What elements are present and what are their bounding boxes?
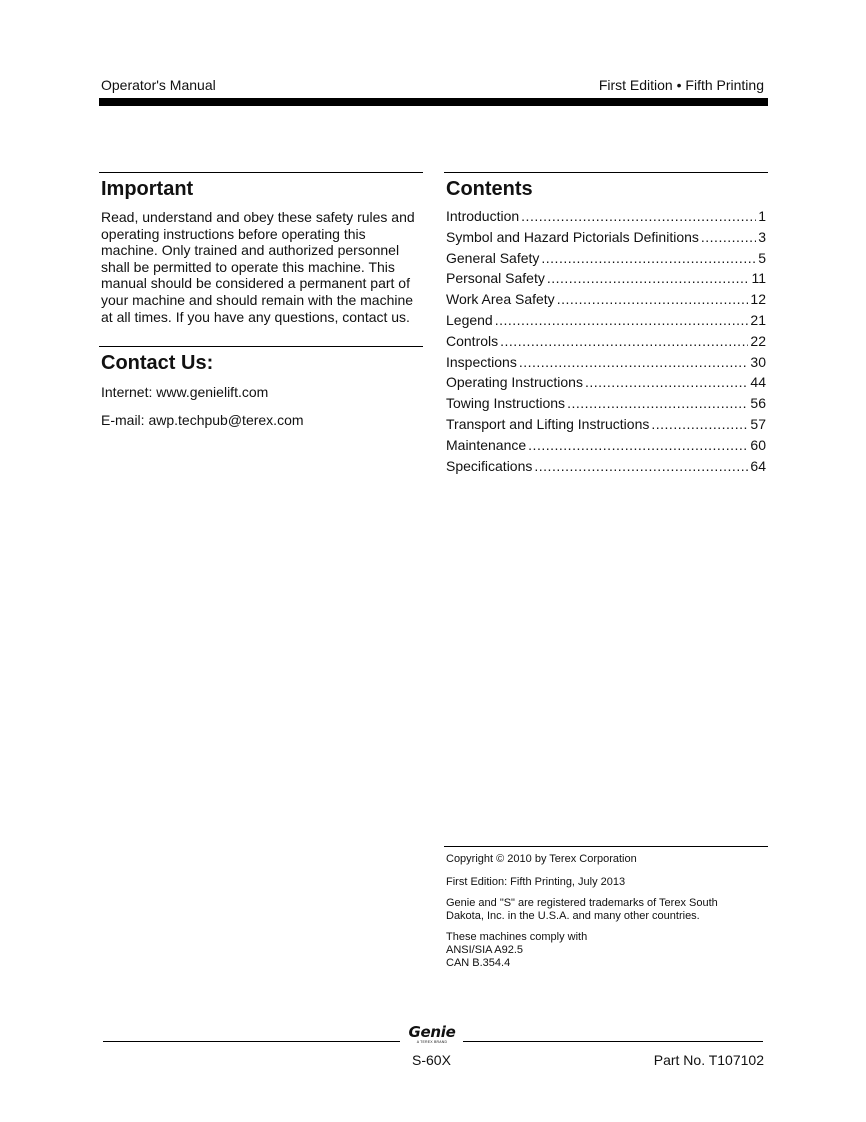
toc-entry-page: 5 — [758, 249, 766, 266]
toc-entry-leader — [528, 437, 748, 453]
toc-entry — [446, 208, 766, 229]
toc-entry-leader — [541, 250, 756, 266]
toc-entry-page: 44 — [750, 374, 766, 391]
toc-entry-leader — [500, 333, 748, 349]
footer-model: S-60X — [412, 1052, 451, 1068]
toc-entry-page: 60 — [750, 436, 766, 453]
toc-entry-page: 3 — [758, 228, 766, 245]
contents-rule — [444, 172, 768, 173]
toc-entry-page: 64 — [750, 457, 766, 474]
toc-entry-leader — [547, 270, 750, 286]
copyright-block — [446, 853, 746, 969]
toc-entry-title: General Safety — [446, 249, 540, 266]
contact-rule — [99, 346, 423, 347]
important-title: Important — [101, 178, 194, 200]
header-edition: First Edition • Fifth Printing — [598, 77, 764, 93]
toc-entry-leader — [567, 395, 748, 411]
toc-entry-page: 1 — [758, 208, 766, 224]
toc-entry — [446, 458, 766, 479]
toc-entry-page: 21 — [750, 311, 766, 328]
toc-entry-page: 12 — [750, 291, 766, 308]
table-of-contents — [446, 208, 766, 478]
compliance-line: These machines comply with — [446, 931, 588, 944]
contact-internet: Internet: www.genielift.com — [101, 384, 269, 400]
toc-entry-leader — [701, 229, 756, 245]
toc-entry-title: Operating Instructions — [446, 374, 583, 391]
important-body: Read, understand and obey these safety rules and operating instructions before operating this machine. Only trained and authorized personnel shall be permitted to operate this machine. This manual should be considered a permanent part of your machine and should remain with the machine at all times. If you have any questions, contact us. — [101, 209, 415, 325]
toc-entry-leader — [557, 291, 749, 307]
toc-entry-title: Transport and Lifting Instructions — [446, 415, 650, 432]
copyright-line: Copyright © 2010 by Terex Corporation — [446, 853, 637, 865]
toc-entry-title: Introduction — [446, 208, 520, 224]
toc-entry-page: 11 — [751, 270, 766, 287]
toc-entry — [446, 229, 766, 250]
toc-entry — [446, 333, 766, 354]
contact-title: Contact Us: — [101, 352, 214, 374]
toc-entry-title: Legend — [446, 311, 493, 328]
toc-entry-title: Inspections — [446, 353, 517, 370]
toc-entry-leader — [534, 458, 748, 474]
toc-entry-leader — [495, 312, 749, 328]
genie-logo — [404, 1025, 460, 1044]
toc-entry — [446, 416, 766, 437]
contents-title: Contents — [446, 178, 533, 200]
header-bar — [99, 98, 768, 106]
toc-entry-title: Towing Instructions — [446, 395, 566, 412]
edition-line: First Edition: Fifth Printing, July 2013 — [446, 875, 626, 888]
toc-entry-title: Controls — [446, 332, 499, 349]
toc-entry — [446, 270, 766, 291]
toc-entry-page: 56 — [750, 395, 766, 412]
genie-logo-subtext: A TEREX BRAND — [416, 1040, 448, 1044]
toc-entry-leader — [519, 354, 749, 370]
trademark-line: Genie and "S" are registered trademarks of Terex South Dakota, Inc. in the U.S.A. and many other countries. — [446, 897, 718, 922]
toc-entry-page: 30 — [750, 353, 766, 370]
toc-entry — [446, 354, 766, 375]
genie-logo-text: Genie — [408, 1023, 456, 1041]
copyright-rule — [444, 846, 768, 847]
toc-entry — [446, 395, 766, 416]
toc-entry-leader — [585, 374, 748, 390]
toc-entry — [446, 374, 766, 395]
compliance-standard-can: CAN B.354.4 — [446, 956, 511, 969]
toc-entry — [446, 437, 766, 458]
toc-entry-page: 22 — [750, 332, 766, 349]
toc-entry — [446, 250, 766, 271]
footer-rule-left — [103, 1041, 400, 1042]
footer-rule-right — [463, 1041, 763, 1042]
toc-entry-page: 57 — [750, 415, 766, 432]
toc-entry-title: Maintenance — [446, 436, 527, 453]
compliance-standard-ansi: ANSI/SIA A92.5 — [446, 943, 524, 956]
toc-entry-leader — [521, 208, 756, 224]
important-rule — [99, 172, 423, 173]
toc-entry-title: Specifications — [446, 457, 533, 474]
header-manual-title: Operator's Manual — [101, 77, 216, 93]
toc-entry-title: Personal Safety — [446, 270, 545, 287]
toc-entry-title: Work Area Safety — [446, 291, 555, 308]
footer-part-number: Part No. T107102 — [653, 1052, 764, 1068]
toc-entry-title: Symbol and Hazard Pictorials Definitions — [446, 228, 699, 245]
toc-entry — [446, 312, 766, 333]
contact-email: E-mail: awp.techpub@terex.com — [101, 412, 304, 428]
toc-entry — [446, 291, 766, 312]
toc-entry-leader — [651, 416, 748, 432]
